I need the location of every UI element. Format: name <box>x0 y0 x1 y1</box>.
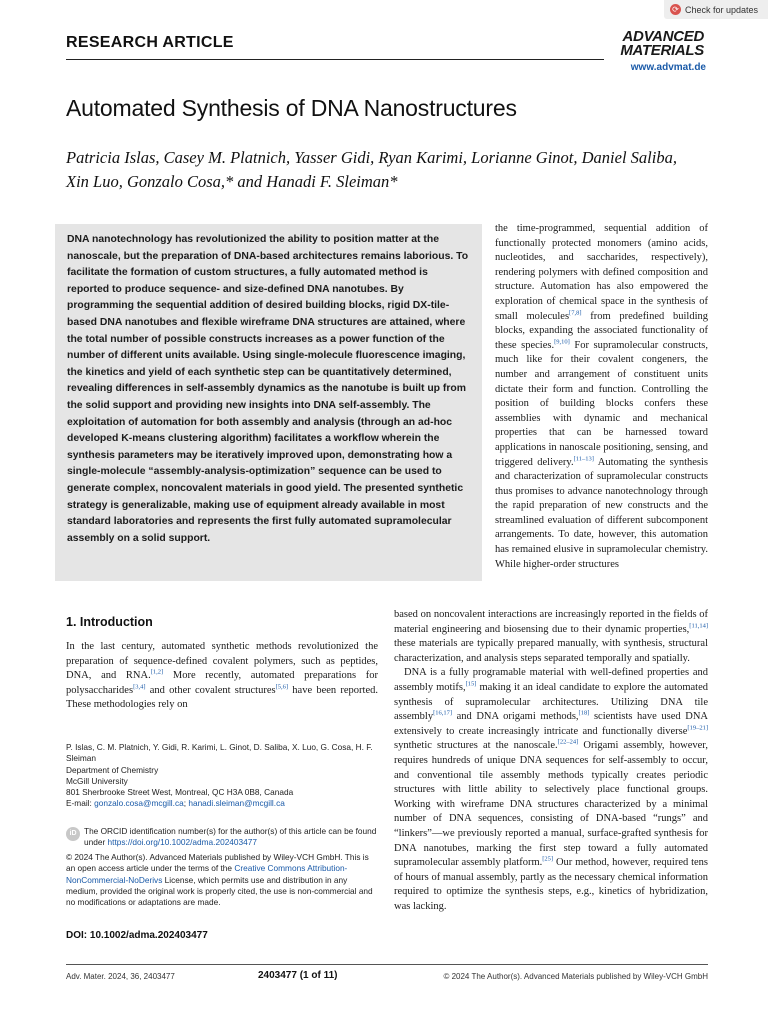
text-run: Our method, however, required tens of hours of manual assembly, partly as the necessary chemical information required to optimize the synthesis steps, e.g., kinetics of hybridization, was lacking. <box>394 857 708 912</box>
text-run: and DNA origami methods, <box>452 711 579 723</box>
citation-link[interactable]: [25] <box>542 855 554 863</box>
orcid-icon: iD <box>66 827 80 841</box>
email-label: E-mail: <box>66 798 95 809</box>
check-for-updates-label: Check for updates <box>685 4 759 15</box>
citation-link[interactable]: [3,4] <box>133 683 146 691</box>
citation-link[interactable]: [16,17] <box>433 709 453 717</box>
email-separator: ; <box>183 798 189 809</box>
authors-line-1: Patricia Islas, Casey M. Platnich, Yasser Gidi, Ryan Karimi, Lorianne Ginot, Daniel Saliba, <box>66 148 677 167</box>
affiliation-university: McGill University <box>66 775 128 786</box>
text-run: In the last century, automated synthetic methods revolutionized the preparation of sequence-defined covalent polymers, such as peptides, DNA, and RNA. <box>66 641 378 682</box>
text-run: DNA is a fully programable material with well-defined properties and assembly motifs, <box>394 667 708 693</box>
footer-copyright: © 2024 The Author(s). Advanced Materials published by Wiley-VCH GmbH <box>443 972 708 981</box>
text-run: synthetic structures at the nanoscale. <box>394 740 558 752</box>
citation-link[interactable]: [9,10] <box>554 338 570 346</box>
text-run: these materials are typically prepared manually, with synthesis, structural characterization, and analysis steps separated temporally and spatially. <box>394 638 708 664</box>
authors-line-2: Xin Luo, Gonzalo Cosa,* and Hanadi F. Sleiman* <box>66 172 398 191</box>
section-heading-introduction: 1. Introduction <box>66 615 153 629</box>
journal-logo-line1: ADVANCED <box>622 28 704 45</box>
text-run: the time-programmed, sequential addition of functionally protected monomers (amino acids, nucleotides, and saccharides, respectively), rendering polymers with defined composition and structure. Automation has also empowered the exploration of chemical space in the synthesis of small molecules <box>495 223 708 322</box>
text-run: and other covalent structures <box>145 684 276 696</box>
right-column-bottom <box>394 608 708 914</box>
citation-link[interactable]: [15] <box>465 680 477 688</box>
license-note <box>66 852 378 908</box>
article-doi: DOI: 10.1002/adma.202403477 <box>66 930 208 941</box>
license-link[interactable]: Creative Commons Attribution-NonCommercial-NoDerivs <box>66 863 348 885</box>
abstract-text: DNA nanotechnology has revolutionized the ability to position matter at the nanoscale, but the preparation of DNA-based architectures remains laborious. To facilitate the formation of custom structures, a fully automated method is reported to produce sequence- and size-defined DNA nanotubes. By programming the sequential addition of desired building blocks, rigid DX-tile-based DNA nanotubes and flexible wireframe DNA structures are attained, where the total number of possible constructs increases as a power function of the number of different units available. Using single-molecule fluorescence imaging, the kinetics and yield of each synthetic step can be quantitatively determined, revealing differences in self-assembly dynamics as the nanotube is built up from the solid support and providing new insights into DNA self-assembly. The exploitation of automation for both assembly and analysis (through an ad-hoc developed K-means clustering algorithm) facilitates a workflow wherein the synthesis parameters may be iteratively improved upon, demonstrating how a single-molecule “assembly-analysis-optimization” sequence can be used to generate complex, noncovalent materials in good yield. The presented synthetic strategy is generalizable, making use of equipment already available in most standard laboratories and represents the first fully automated supramolecular assembly on a solid support. <box>67 234 469 544</box>
footer-divider <box>66 964 708 965</box>
introduction-text <box>66 640 378 713</box>
citation-link[interactable]: [7,8] <box>569 309 582 317</box>
journal-url-link[interactable]: www.advmat.de <box>630 62 706 73</box>
footer-citation: Adv. Mater. 2024, 36, 2403477 <box>66 972 175 981</box>
email-link-sleiman[interactable]: hanadi.sleiman@mcgill.ca <box>188 798 285 809</box>
update-icon: ⟳ <box>670 4 681 15</box>
right-column-paragraph-1 <box>394 608 708 666</box>
affiliation-department: Department of Chemistry <box>66 764 159 775</box>
text-run: from predefined building blocks, expanding the associated functionality of these species. <box>495 310 708 351</box>
orcid-text <box>84 826 378 849</box>
text-run: For supramolecular constructs, much like for their covalent congeners, the number and arrangement of constituent units dictate their form and function. Controlling the position of building blocks confers these assemblies with dynamic and mechanical properties that can be harnessed toward applications in nanoscale positioning, sensing, and triggered delivery. <box>495 339 708 468</box>
text-run: Automating the synthesis and characterization of supramolecular constructs thus promises to advance nanotechnology through the rapid preparation of new constructs and the streamlined evaluation of different subcomponent arrangements. To date, however, this automation has remained elusive in supramolecular chemistry. While higher-order structures <box>495 456 708 570</box>
orcid-doi-link[interactable]: https://doi.org/10.1002/adma.202403477 <box>107 837 257 848</box>
introduction-paragraph <box>66 640 378 713</box>
check-for-updates-button[interactable] <box>664 0 768 19</box>
text-run: scientists have used DNA extensively to create increasingly intricate and functionally diverse <box>394 711 708 737</box>
citation-link[interactable]: [11,14] <box>689 622 708 630</box>
citation-link[interactable]: [19–21] <box>687 724 708 732</box>
journal-logo-line2: MATERIALS <box>620 42 704 59</box>
text-run: © 2024 The Author(s). Advanced Materials published by Wiley-VCH GmbH. This is an open access article under the terms of the <box>66 852 369 874</box>
citation-link[interactable]: [18] <box>578 709 590 717</box>
text-run: making it an ideal candidate to explore the automated synthesis of supramolecular architectures. Utilizing DNA tile assembly <box>394 681 708 723</box>
email-link-cosa[interactable]: gonzalo.cosa@mcgill.ca <box>94 798 184 809</box>
author-list <box>66 146 716 194</box>
citation-link[interactable]: [22–24] <box>557 738 579 746</box>
affiliation-names: P. Islas, C. M. Platnich, Y. Gidi, R. Karimi, L. Ginot, D. Saliba, X. Luo, G. Cosa, H. F. Sleiman <box>66 742 373 764</box>
text-run: have been reported. These methodologies rely on <box>66 684 379 711</box>
text-run: Origami assembly, however, requires hundreds of unique DNA sequences for self-assembly to occur, and conventional tile assembly methods typically creates periodic structures with little ability to selectively place functional groups. Working with wireframe DNA structures characterized by a minimal number of DNA sequences, consisting of DNA-based “rungs” and “linkers”—we previously reported a manual, surface-grafted synthesis for DNA nanotubes, marking the first step toward a fully automated supramolecular assembly platform. <box>394 740 708 869</box>
affiliation-address: 801 Sherbrooke Street West, Montreal, QC H3A 0B8, Canada <box>66 787 294 798</box>
citation-link[interactable]: [1,2] <box>150 668 164 676</box>
footer-page-number: 2403477 (1 of 11) <box>258 970 338 981</box>
text-run: License, which permits use and distribution in any medium, provided the original work is properly cited, the use is non-commercial and no modifications or adaptations are made. <box>66 874 373 908</box>
journal-logo <box>620 30 704 58</box>
text-run: The ORCID identification number(s) for the author(s) of this article can be found under <box>84 826 377 848</box>
header-divider <box>66 59 604 60</box>
right-column-top <box>495 222 708 572</box>
right-column-paragraph-2 <box>394 666 708 914</box>
article-type: RESEARCH ARTICLE <box>66 34 234 51</box>
article-title: Automated Synthesis of DNA Nanostructures <box>66 95 517 121</box>
right-column-paragraph <box>495 222 708 572</box>
abstract-box <box>55 224 482 581</box>
citation-link[interactable]: [5,6] <box>275 683 289 691</box>
affiliation-emails <box>66 798 378 809</box>
orcid-note <box>66 826 378 849</box>
author-affiliation <box>66 742 378 810</box>
text-run: based on noncovalent interactions are increasingly reported in the fields of material engineering and biosensing due to their dynamic properties, <box>394 609 708 635</box>
citation-link[interactable]: [11–13] <box>573 455 594 462</box>
text-run: More recently, automated preparations for polysaccharides <box>66 670 379 696</box>
